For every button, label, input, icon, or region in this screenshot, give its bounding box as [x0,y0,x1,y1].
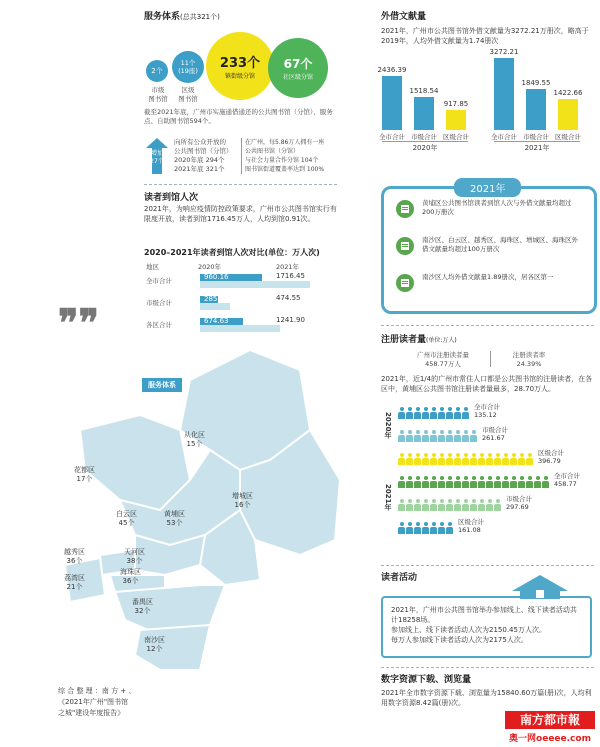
person-icon [478,453,485,465]
map-label-6 [124,548,145,566]
visit-value-2021: 1716.45 [276,272,305,280]
growth-lines: 向所有公众开放的 公共图书馆（分馆） 2020年底 294个 2021年底 321个 [174,138,233,173]
person-icon [462,430,469,442]
lending-label: 全市合计 [379,133,405,141]
person-icon [430,522,437,534]
person-icon [398,407,405,419]
person-icon [454,430,461,442]
guangzhou-map [40,340,370,670]
person-icon [534,476,541,488]
person-icon [510,453,517,465]
service-title: 服务体系(总共321个) [144,12,220,22]
district-count: 12个 [146,645,163,653]
person-icon [454,476,461,488]
district-library-circle: 11个 (19座) [172,51,204,83]
person-icon [502,453,509,465]
district-library-label: 区级 图书馆 [178,86,198,103]
person-icon [398,499,405,511]
district-count: 21个 [66,583,83,591]
lending-value: 917.85 [443,99,469,108]
reg-person-row [398,427,478,446]
brand-site: 奥一网oeeee.com [509,734,591,744]
person-icon [454,453,461,465]
person-icon [414,407,421,419]
col-2021: 2021年 [276,263,300,271]
reg-person-row [398,404,470,423]
person-icon [526,453,533,465]
person-icon [398,522,405,534]
person-icon [462,476,469,488]
visit-value-2021: 474.55 [276,294,301,302]
registered-text: 2021年，近1/4的广州市常住人口都是公共图书馆的注册读者，在各区中，黄埔区公共图书馆注册读者量最多，28.70万人。 [381,375,593,393]
reg-label [482,426,508,442]
book-icon [396,237,414,255]
district-count: 38个 [126,557,143,565]
reg-label-name: 全市合计 [554,472,580,480]
quote-mark-icon: ❞❞ [58,300,99,345]
reg-label [474,403,500,419]
lending-text: 2021年，广州市公共图书馆外借文献量为3272.21万册次，略高于2019年，人均外借文献量为1.74册次 [381,27,589,45]
reg-label-name: 区级合计 [538,449,564,457]
map-label-3 [116,510,137,528]
divider [144,184,337,185]
year2021-item: 南沙区人均外借文献量1.89册次，居各区第一 [422,273,554,281]
person-icon [470,430,477,442]
lending-chart [378,50,598,160]
registered-title: 注册读者量(单位:万人) [381,335,457,345]
lending-bar [526,89,546,130]
visit-row-name: 市级合计 [146,299,172,307]
reg-label [538,449,564,465]
map-label-2 [232,492,253,510]
compare-title: 2020–2021年读者到馆人次对比(单位：万人次) [144,248,320,257]
divider [490,351,491,367]
person-icon [478,476,485,488]
reg-person-row [398,473,550,492]
district-count: 15个 [186,440,203,448]
district-name: 天河区 [124,548,145,556]
district-count: 17个 [76,475,93,483]
reg-person-row [398,496,502,515]
visit-bar-2021 [200,281,310,288]
person-icon [510,476,517,488]
year-2021-label: 2021年 [384,484,392,511]
district-name: 黄埔区 [164,510,185,518]
district-name: 花都区 [74,466,95,474]
reg-label-value: 297.69 [506,503,529,511]
map-label-9 [132,598,153,616]
person-icon [430,476,437,488]
reg-label-value: 161.08 [458,526,481,534]
person-icon [478,499,485,511]
lending-value: 1422.66 [553,88,583,97]
lending-bar [382,76,402,130]
district-count: 36个 [122,577,139,585]
person-icon [518,453,525,465]
reg-label-name: 市级合计 [482,426,508,434]
coverage-lines: 在广州，每5.86万人拥有一座 公共图书馆（分馆） 与社会力量合作分馆 104个 图书馆街道覆盖率达到 100% [245,139,325,173]
person-icon [422,476,429,488]
person-icon [398,476,405,488]
person-icon [406,476,413,488]
person-icon [438,499,445,511]
visit-bar-2021 [200,325,280,332]
reg-label-value: 396.79 [538,457,561,465]
reg-label [458,518,484,534]
district-count: 53个 [166,519,183,527]
person-icon [406,407,413,419]
person-icon [406,453,413,465]
person-icon [494,476,501,488]
person-icon [526,476,533,488]
person-icon [486,499,493,511]
lending-label: 区级合计 [555,133,581,141]
person-icon [406,522,413,534]
person-icon [462,407,469,419]
person-icon [502,476,509,488]
community-branch-circle: 67个 社区级分馆 [268,38,328,98]
digital-title: 数字资源下载、浏览量 [381,675,472,685]
col-area: 地区 [146,263,159,271]
map-label-8 [64,574,85,592]
person-icon [438,407,445,419]
lending-bar [446,110,466,130]
person-icon [430,499,437,511]
reg-person-row [398,450,534,469]
divider [381,325,594,326]
registered-total: 广州市注册读者量 458.77万人 [417,351,469,368]
reg-label [554,472,580,488]
visits-title: 读者到馆人次 [144,193,199,203]
lending-bar [494,58,514,130]
growth-label: 增加 27个 [150,150,164,165]
district-count: 16个 [234,501,251,509]
city-library-label: 市级 图书馆 [148,86,168,103]
year2021-item: 黄埔区公共图书馆读者到馆人次与外借文献量均超过200万册次 [422,199,572,216]
visit-value-2020: 960.16 [204,273,229,281]
map-tag: 服务体系 [142,378,182,392]
district-count: 36个 [66,557,83,565]
map-label-10 [144,636,165,654]
brand-logo: 南方都市報 [505,711,595,729]
lending-year: 2021年 [524,144,550,152]
activities-text: 2021年，广州市公共图书馆举办参加线上、线下读者活动共计18258场。 参加线上、线下读者活动人次为2150.45万人次。 每万人参加线下读者活动人次为2175人次。 [391,606,577,644]
lending-label: 全市合计 [491,133,517,141]
divider [381,565,594,566]
lending-label: 市级合计 [523,133,549,141]
person-icon [446,476,453,488]
divider [381,667,594,668]
map-label-7 [120,568,141,586]
person-icon [446,407,453,419]
person-icon [518,476,525,488]
person-icon [422,407,429,419]
person-icon [406,499,413,511]
visit-value-2021: 1241.90 [276,316,305,324]
person-icon [414,430,421,442]
map-label-0 [184,431,205,449]
person-icon [422,522,429,534]
visit-row-name: 全市合计 [146,277,172,285]
person-icon [462,499,469,511]
person-icon [406,430,413,442]
person-icon [430,453,437,465]
person-icon [470,499,477,511]
person-icon [454,407,461,419]
year2021-item: 南沙区、白云区、越秀区、海珠区、增城区、海珠区外借文献量均超过100万册次 [422,236,578,253]
year-2020-label: 2020年 [384,412,392,439]
map-label-1 [74,466,95,484]
person-icon [446,522,453,534]
person-icon [398,453,405,465]
district-name: 越秀区 [64,548,85,556]
year2021-badge: 2021年 [454,178,521,197]
reg-label-name: 全市合计 [474,403,500,411]
reg-label-value: 458.77 [554,480,577,488]
person-icon [414,453,421,465]
visit-row-name: 各区合计 [146,321,172,329]
lending-value: 1518.54 [409,86,439,95]
person-icon [542,476,549,488]
lending-bar [558,99,578,130]
visit-value-2020: 285.53 [204,295,229,303]
person-icon [398,430,405,442]
person-icon [438,476,445,488]
person-icon [470,453,477,465]
visit-value-2020: 674.63 [204,317,229,325]
credit: 综 合 整 理 ：南 方 + 、 《2021年广州"图书馆 之城"建设年度报告》 [58,687,136,717]
reg-label-name: 区级合计 [458,518,484,526]
reg-label-name: 市级合计 [506,495,532,503]
person-icon [494,453,501,465]
reg-label-value: 135.12 [474,411,497,419]
digital-text: 2021年全市数字资源下载、浏览量为15840.60万篇(册)次，人均利用数字资源8.42篇(册)次。 [381,689,592,707]
divider [241,138,242,174]
district-name: 荔湾区 [64,574,85,582]
book-icon [396,200,414,218]
district-name: 海珠区 [120,568,141,576]
person-icon [422,499,429,511]
map-label-4 [164,510,185,528]
person-icon [470,476,477,488]
person-icon [422,430,429,442]
visits-text: 2021年，为响应疫情防控政策要求，广州市公共图书馆实行有限度开放，读者到馆1716.45万人，人均到馆0.91次。 [144,205,337,223]
person-icon [430,430,437,442]
district-name: 白云区 [116,510,137,518]
person-icon [438,430,445,442]
lending-value: 3272.21 [489,48,519,56]
district-name: 增城区 [232,492,253,500]
person-icon [454,499,461,511]
person-icon [422,453,429,465]
person-icon [414,499,421,511]
person-icon [446,430,453,442]
lending-axis [494,141,580,142]
lending-value: 1849.55 [521,79,551,88]
person-icon [486,476,493,488]
activities-title: 读者活动 [381,573,418,583]
person-icon [438,522,445,534]
district-name: 番禺区 [132,598,153,606]
lending-year: 2020年 [412,144,438,152]
col-2020: 2020年 [198,263,222,271]
lending-label: 市级合计 [411,133,437,141]
person-icon [414,522,421,534]
person-icon [486,453,493,465]
map-label-5 [64,548,85,566]
lending-axis [382,141,468,142]
person-icon [446,499,453,511]
town-branch-circle: 233个 镇街级分馆 [206,32,274,100]
reg-label [506,495,532,511]
city-library-circle: 2个 [146,60,168,82]
registered-rate: 注册读者率 24.39% [512,351,546,368]
district-count: 45个 [118,519,135,527]
district-name: 从化区 [184,431,205,439]
lending-label: 区级合计 [443,133,469,141]
lending-bar [414,97,434,130]
lending-value: 2436.39 [377,66,407,75]
service-note: 截至2021年底，广州市实施通借通还的公共图书馆（分馆）、服务点、自助图书馆594个。 [144,108,333,125]
person-icon [462,453,469,465]
person-icon [430,407,437,419]
visit-bar-2021 [200,303,230,310]
person-icon [414,476,421,488]
reg-label-value: 261.67 [482,434,505,442]
person-icon [446,453,453,465]
book-icon [396,274,414,292]
house-icon [512,575,568,599]
person-icon [438,453,445,465]
person-icon [494,499,501,511]
reg-person-row [398,519,454,538]
lending-title: 外借文献量 [381,12,427,22]
district-count: 32个 [134,607,151,615]
district-name: 南沙区 [144,636,165,644]
